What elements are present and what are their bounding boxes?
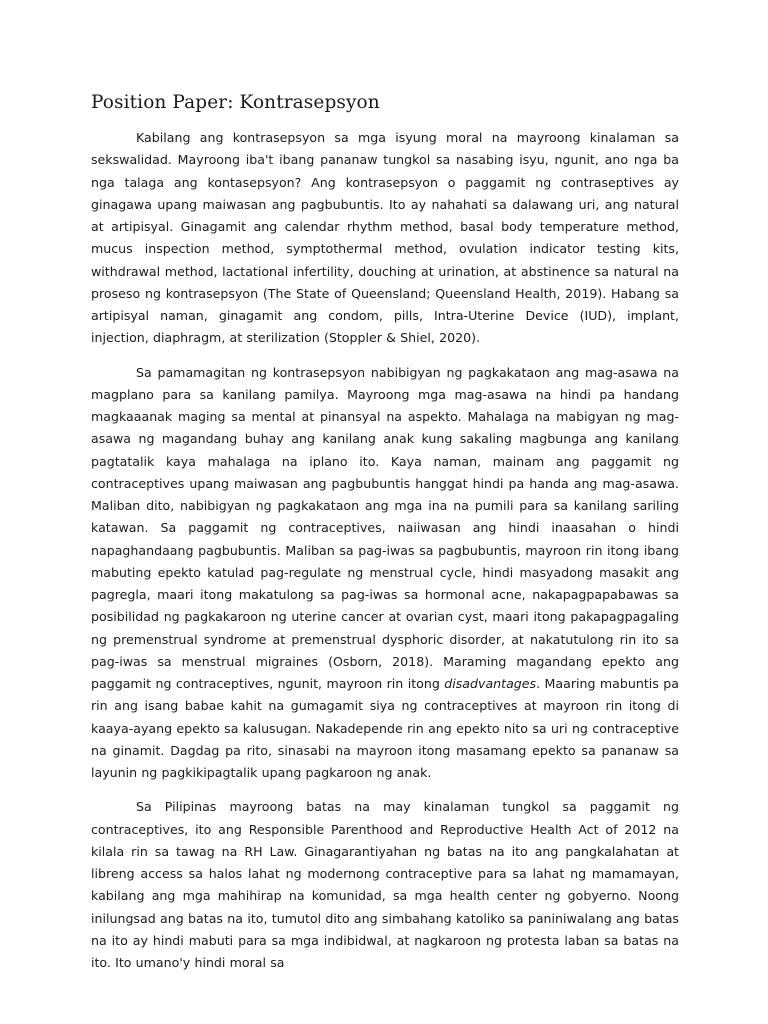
paragraph-benefits <box>91 362 679 785</box>
paragraph-intro: Kabilang ang kontrasepsyon sa mga isyung moral na mayroong kinalaman sa sekswalidad. Mayroong iba't ibang pananaw tungkol sa nasabing isyu, ngunit, ano nga ba nga talaga ang kontasepsyon? Ang kontrasepsyon o paggamit ng contraseptives ay ginagawa upang maiwasan ang pagbubuntis. Ito ay nahahati sa dalawang uri, ang natural at artipisyal. Ginagamit ang calendar rhythm method, basal body temperature method, mucus inspection method, symptothermal method, ovulation indicator testing kits, withdrawal method, lactational infertility, douching at urination, at abstinence sa natural na proseso ng kontrasepsyon (The State of Queensland; Queensland Health, 2019). Habang sa artipisyal naman, ginagamit ang condom, pills, Intra-Uterine Device (IUD), implant, injection, diaphragm, at sterilization (Stoppler & Shiel, 2020). <box>91 130 679 346</box>
paragraph-rh-law: Sa Pilipinas mayroong batas na may kinalaman tungkol sa paggamit ng contraceptives, ito ang Responsible Parenthood and Reproductive Health Act of 2012 na kilala rin sa tawag na RH Law. Ginagarantiyahan ng batas na ito ang pangkalahatan at libreng access sa halos lahat ng modernong contraceptive para sa lahat ng mamamayan, kabilang ang mga mahihirap na komunidad, sa mga health center ng gobyerno. Noong inilungsad ang batas na ito, tumutol dito ang simbahang katoliko sa paniniwalang ang batas na ito ay hindi mabuti para sa mga indibidwal, at nagkaroon ng protesta laban sa batas na ito. Ito umano'y hindi moral sa <box>91 799 679 970</box>
document-page <box>91 92 679 986</box>
document-title: Position Paper: Kontrasepsyon <box>91 92 380 113</box>
paragraph-benefits-part-2: . Maaring mabuntis pa rin ang isang babae kahit na gumagamit siya ng contraceptives at mayroon rin itong di kaaya-ayang epekto sa kalusugan. Nakadepende rin ang epekto nito sa uri ng contraceptive na ginamit. Dagdag pa rito, sinasabi na mayroon itong masamang epekto sa pananaw sa layunin ng pagkikipagtalik upang pagkaroon ng anak. <box>91 676 679 780</box>
italic-term-disadvantages: disadvantages <box>444 676 537 691</box>
paragraph-benefits-part-1: Sa pamamagitan ng kontrasepsyon nabibigyan ng pagkakataon ang mag-asawa na magplano para sa kanilang pamilya. Mayroong mga mag-asawa na hindi pa handang magkaaanak maging sa mental at pinansyal na aspekto. Mahalaga na mabigyan ng mag-asawa ng magandang buhay ang kanilang anak kung sakaling magbunga ang kanilang pagtatalik kaya mahalaga na iplano ito. Kaya naman, mainam ang paggamit ng contraceptives upang maiwasan ang pagbubuntis hanggat hindi pa handa ang mag-asawa. Maliban dito, nabibigyan ng pagkakataon ang mga ina na pumili para sa kanilang sariling katawan. Sa paggamit ng contraceptives, naiiwasan ang hindi inaasahan o hindi napaghandaang pagbubuntis. Maliban sa pag-iwas sa pagbubuntis, mayroon rin itong ibang mabuting epekto katulad pag-regulate ng menstrual cycle, hindi masyadong masakit ang pagregla, maari itong makatulong sa pag-iwas sa hormonal acne, nakapagpapabawas sa posibilidad ng pagkakaroon ng uterine cancer at ovarian cyst, maari itong pakapagpagaling ng premenstrual syndrome at premenstrual dysphoric disorder, at nakatutulong rin ito sa pag-iwas sa menstrual migraines (Osborn, 2018). Maraming magandang epekto ang paggamit ng contraceptives, ngunit, mayroon rin itong <box>91 364 679 691</box>
